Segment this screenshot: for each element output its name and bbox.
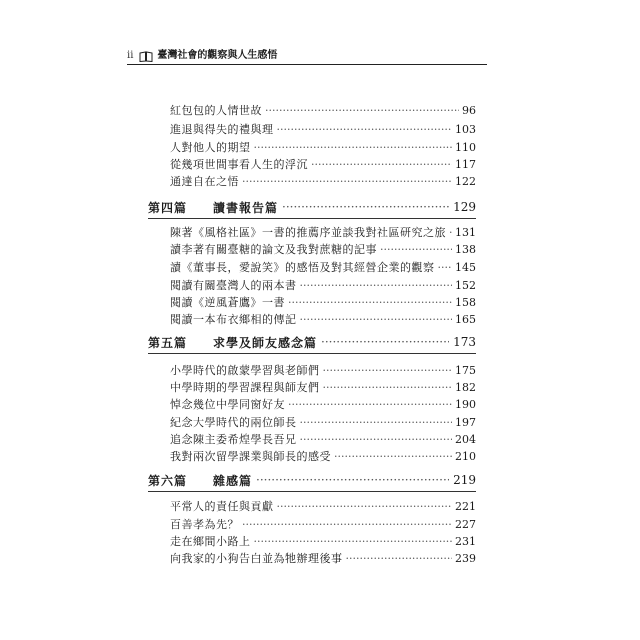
- entry-title: 進退與得失的禮與理: [170, 123, 274, 136]
- entry-page: 197: [455, 416, 476, 429]
- entry-page: 117: [455, 158, 476, 171]
- entry-title: 紀念大學時代的兩位師長: [170, 416, 297, 429]
- entry-title: 人對他人的期望: [170, 141, 251, 154]
- entry-page: 175: [455, 364, 476, 377]
- entry-page: 204: [455, 433, 476, 446]
- toc-entry[interactable]: [170, 141, 476, 155]
- dot-leader: [300, 313, 453, 327]
- section-heading[interactable]: [148, 333, 476, 351]
- section-rule: [148, 353, 476, 354]
- entry-title: 向我家的小狗告白並為牠辦理後事: [170, 552, 343, 565]
- entry-page: 221: [455, 500, 476, 513]
- entry-page: 227: [455, 518, 476, 531]
- dot-leader: [256, 473, 449, 487]
- section-heading[interactable]: [148, 471, 476, 489]
- toc-entry[interactable]: [170, 175, 476, 189]
- entry-title: 我對兩次留學課業與師長的感受: [170, 450, 331, 463]
- dot-leader: [321, 335, 449, 349]
- entry-page: 158: [455, 296, 476, 309]
- dot-leader: [323, 364, 453, 378]
- section-name: 雜感篇: [213, 473, 253, 488]
- dot-leader: [254, 535, 453, 549]
- toc-entry[interactable]: [170, 123, 476, 137]
- entry-title: 通達自在之悟: [170, 175, 239, 188]
- dot-leader: [282, 200, 449, 214]
- entry-page: 190: [455, 398, 476, 411]
- dot-leader: [300, 279, 453, 293]
- toc-entry[interactable]: [170, 450, 476, 464]
- section-heading[interactable]: [148, 198, 476, 216]
- entry-title: 從幾項世間事看人生的浮沉: [170, 158, 308, 171]
- dot-leader: [300, 433, 453, 447]
- dot-leader: [334, 450, 452, 464]
- toc-entry[interactable]: [170, 296, 476, 310]
- section-name: 求學及師友感念篇: [213, 335, 318, 350]
- toc-entry[interactable]: [170, 243, 476, 257]
- section-number: 第六篇: [148, 473, 188, 488]
- entry-page: 231: [455, 535, 476, 548]
- section-page: 173: [453, 335, 476, 349]
- dot-leader: [254, 141, 453, 155]
- dot-leader: [311, 158, 452, 172]
- entry-page: 103: [455, 123, 476, 136]
- toc-entry[interactable]: [170, 261, 476, 275]
- section-page: 129: [453, 200, 476, 214]
- dot-leader: [265, 104, 459, 118]
- section-number: 第五篇: [148, 335, 188, 350]
- dot-leader: [288, 398, 452, 412]
- toc-entry[interactable]: [170, 364, 476, 378]
- toc-entry[interactable]: [170, 535, 476, 549]
- entry-page: 110: [455, 141, 476, 154]
- dot-leader: [300, 416, 453, 430]
- toc-entry[interactable]: [170, 398, 476, 412]
- entry-title: 追念陳主委希煌學長吾兄: [170, 433, 297, 446]
- section-rule: [148, 218, 476, 219]
- toc-entry[interactable]: [170, 381, 476, 395]
- entry-title: 閱讀有關臺灣人的兩本書: [170, 279, 297, 292]
- entry-title: 讀《董事長，愛說笑》的感悟及對其經營企業的觀察: [170, 261, 435, 274]
- entry-page: 210: [455, 450, 476, 463]
- dot-leader: [277, 123, 453, 137]
- entry-page: 138: [455, 243, 476, 256]
- toc-entry[interactable]: [170, 226, 476, 240]
- entry-page: 165: [455, 313, 476, 326]
- entry-title: 紅包包的人情世故: [170, 104, 262, 117]
- toc-entry[interactable]: [170, 416, 476, 430]
- entry-page: 152: [455, 279, 476, 292]
- section-page: 219: [453, 473, 476, 487]
- book-title: 臺灣社會的觀察與人生感悟: [157, 50, 278, 61]
- header-rule: [127, 64, 487, 65]
- toc-entry[interactable]: [170, 313, 476, 327]
- section-name: 讀書報告篇: [213, 200, 279, 215]
- dot-leader: [380, 243, 452, 257]
- page-number: ii: [127, 50, 134, 61]
- entry-title: 閱讀一本布衣鄉相的傳記: [170, 313, 297, 326]
- entry-page: 182: [455, 381, 476, 394]
- dot-leader: [277, 500, 453, 514]
- toc-entry[interactable]: [170, 552, 476, 566]
- toc-entry[interactable]: [170, 518, 476, 532]
- dot-leader: [323, 381, 453, 395]
- dot-leader: [242, 175, 452, 189]
- dot-leader: [449, 226, 452, 240]
- dot-leader: [288, 296, 452, 310]
- book-icon: [139, 51, 153, 62]
- entry-title: 閱讀《逆風蒼鷹》一書: [170, 296, 285, 309]
- entry-title: 中學時期的學習課程與師友們: [170, 381, 320, 394]
- running-header: [127, 50, 277, 62]
- section-number: 第四篇: [148, 200, 188, 215]
- section-rule: [148, 491, 476, 492]
- entry-page: 239: [455, 552, 476, 565]
- toc-entry[interactable]: [170, 433, 476, 447]
- entry-title: 百善孝為先？: [170, 518, 239, 531]
- entry-page: 131: [455, 226, 476, 239]
- entry-page: 96: [462, 104, 476, 117]
- entry-title: 走在鄉間小路上: [170, 535, 251, 548]
- entry-page: 145: [455, 261, 476, 274]
- entry-page: 122: [455, 175, 476, 188]
- entry-title: 小學時代的啟蒙學習與老師們: [170, 364, 320, 377]
- entry-title: 讀李著有關臺糖的論文及我對蔗糖的記事: [170, 243, 377, 256]
- toc-entry[interactable]: [170, 500, 476, 514]
- dot-leader: [346, 552, 453, 566]
- entry-title: 陳著《風格社區》一書的推薦序並談我對社區研究之旅: [170, 226, 446, 239]
- toc-entry[interactable]: [170, 279, 476, 293]
- entry-title: 平常人的責任與貢獻: [170, 500, 274, 513]
- toc-entry[interactable]: [170, 104, 476, 118]
- dot-leader: [242, 518, 452, 532]
- dot-leader: [438, 261, 453, 275]
- entry-title: 悼念幾位中學同窗好友: [170, 398, 285, 411]
- toc-entry[interactable]: [170, 158, 476, 172]
